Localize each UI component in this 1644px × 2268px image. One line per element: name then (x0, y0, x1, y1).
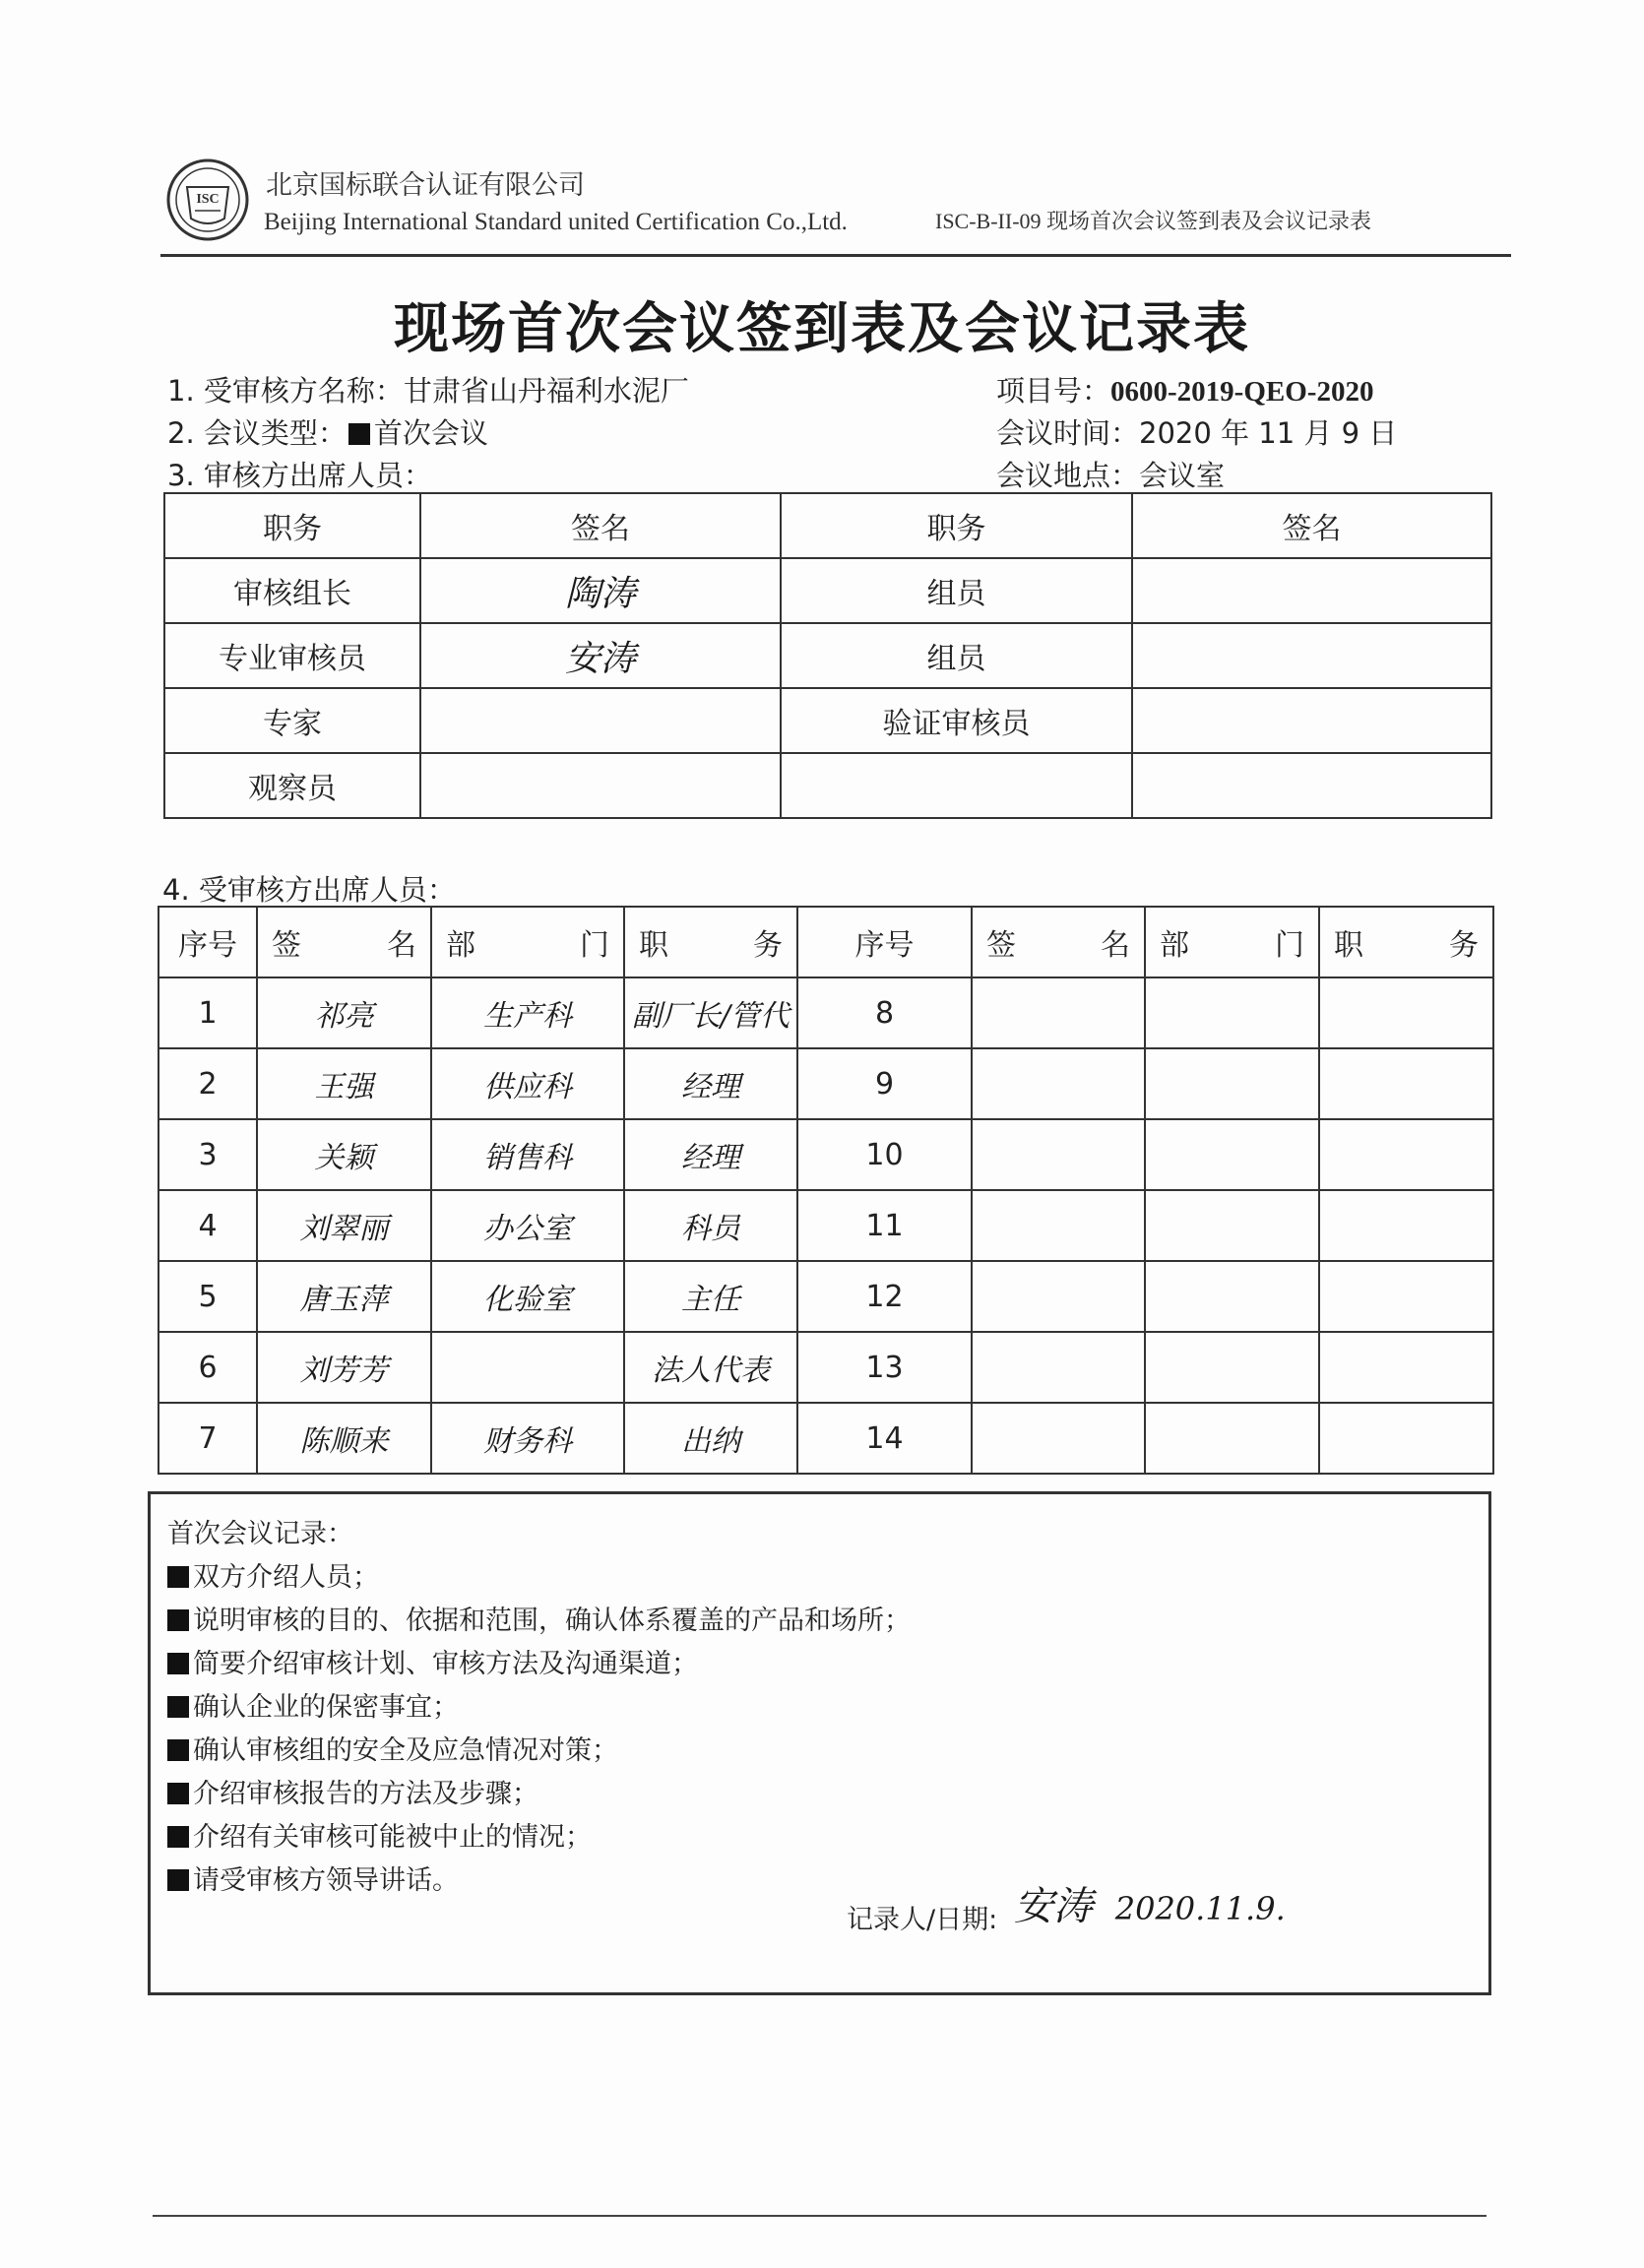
auditee-name: 1. 受审核方名称：甘肃省山丹福利水泥厂 (167, 374, 689, 408)
department-cell (1145, 1403, 1319, 1474)
seq-cell: 13 (797, 1332, 972, 1403)
table-header-row (158, 907, 1493, 977)
footer-divider (153, 2215, 1486, 2217)
signature-cell: 关颖 (257, 1119, 431, 1190)
department-cell: 生产科 (431, 977, 624, 1048)
seq-cell: 14 (797, 1403, 972, 1474)
table-row (164, 688, 1491, 753)
table-row (158, 1119, 1493, 1190)
signature-cell: 陶涛 (420, 558, 781, 623)
header-no: 序号 (797, 907, 972, 977)
project-number-value: 0600-2019-QEO-2020 (1110, 376, 1374, 408)
header-signature (972, 907, 1145, 977)
project-number-label: 项目号： (996, 374, 1111, 408)
header-char: 名 (387, 928, 416, 963)
header-department (1145, 907, 1319, 977)
seq-cell: 2 (158, 1048, 257, 1119)
table-row (158, 1403, 1493, 1474)
table-row (158, 1190, 1493, 1261)
signature-cell: 祁亮 (257, 977, 431, 1048)
meeting-place: 会议地点：会议室 (996, 459, 1226, 492)
department-cell (431, 1332, 624, 1403)
header-char: 职 (639, 928, 668, 963)
role-cell: 观察员 (164, 753, 420, 818)
table-row (158, 977, 1493, 1048)
department-cell: 化验室 (431, 1261, 624, 1332)
table-row (158, 1048, 1493, 1119)
checked-box-icon (167, 1826, 189, 1848)
auditee-sign-table (158, 906, 1494, 1475)
seq-cell: 5 (158, 1261, 257, 1332)
department-cell (1145, 1332, 1319, 1403)
checked-box-icon (167, 1609, 189, 1631)
table-row (158, 1332, 1493, 1403)
role-cell: 主任 (624, 1261, 797, 1332)
checked-box-icon (167, 1696, 189, 1718)
department-cell (1145, 1190, 1319, 1261)
meeting-type (167, 411, 488, 452)
table-row (164, 623, 1491, 688)
checked-box-icon (167, 1869, 189, 1891)
record-item (167, 1815, 592, 1854)
header-char: 名 (1101, 928, 1130, 963)
record-item (167, 1599, 911, 1637)
signature-cell (1132, 753, 1491, 818)
signature-cell (972, 1261, 1145, 1332)
auditor-sign-table (163, 492, 1492, 819)
signature-cell (972, 977, 1145, 1048)
recorder-date: 2020.11.9. (1114, 1890, 1286, 1927)
role-cell: 组员 (781, 623, 1132, 688)
header-role: 职务 (781, 493, 1132, 558)
recorder-name: 安涛 (1014, 1884, 1093, 1929)
role-cell: 法人代表 (624, 1332, 797, 1403)
department-cell (1145, 977, 1319, 1048)
checked-box-icon (167, 1653, 189, 1674)
signature-cell (1132, 558, 1491, 623)
header-signature: 签名 (420, 493, 781, 558)
role-cell (781, 753, 1132, 818)
auditee-attendees-label: 4. 受审核方出席人员： (162, 873, 456, 907)
role-cell: 科员 (624, 1190, 797, 1261)
department-cell (1145, 1261, 1319, 1332)
recorder-label: 记录人/日期: (847, 1905, 998, 1935)
seq-cell: 7 (158, 1403, 257, 1474)
role-cell (1319, 1261, 1493, 1332)
role-cell: 审核组长 (164, 558, 420, 623)
signature-cell: 陈顺来 (257, 1403, 431, 1474)
header-char: 职 (1334, 928, 1363, 963)
header-char: 部 (1160, 928, 1189, 963)
role-cell: 验证审核员 (781, 688, 1132, 753)
header-role: 职务 (164, 493, 420, 558)
signature-cell (972, 1119, 1145, 1190)
record-item (167, 1685, 459, 1724)
meeting-time: 会议时间：2020 年 11 月 9 日 (996, 416, 1398, 450)
role-cell (1319, 1048, 1493, 1119)
header-char: 务 (753, 928, 783, 963)
record-item-text: 介绍有关审核可能被中止的情况； (193, 1822, 592, 1853)
record-item-text: 确认企业的保密事宜； (193, 1692, 459, 1723)
meeting-type-label: 2. 会议类型： (167, 416, 347, 450)
signature-cell (1132, 623, 1491, 688)
checked-box-icon (167, 1566, 189, 1588)
signature-cell (972, 1190, 1145, 1261)
role-cell: 专家 (164, 688, 420, 753)
record-item-text: 请受审核方领导讲话。 (193, 1865, 459, 1896)
department-cell: 财务科 (431, 1403, 624, 1474)
org-name-cn: 北京国标联合认证有限公司 (266, 170, 585, 201)
seq-cell: 4 (158, 1190, 257, 1261)
header-char: 签 (272, 928, 301, 963)
signature-cell (420, 688, 781, 753)
role-cell (1319, 1190, 1493, 1261)
header-department (431, 907, 624, 977)
header-divider (160, 254, 1511, 257)
role-cell: 出纳 (624, 1403, 797, 1474)
isc-logo (165, 158, 250, 242)
role-cell (1319, 977, 1493, 1048)
role-cell: 经理 (624, 1048, 797, 1119)
header-signature: 签名 (1132, 493, 1491, 558)
page-title: 现场首次会议签到表及会议记录表 (394, 297, 1250, 361)
department-cell: 办公室 (431, 1190, 624, 1261)
recorder-signature (1014, 1875, 1286, 1931)
record-item-text: 说明审核的目的、依据和范围，确认体系覆盖的产品和场所； (193, 1606, 911, 1636)
header-char: 务 (1449, 928, 1479, 963)
header-char: 部 (446, 928, 475, 963)
role-cell (1319, 1332, 1493, 1403)
role-cell: 经理 (624, 1119, 797, 1190)
document-code: ISC-B-II-09 现场首次会议签到表及会议记录表 (935, 209, 1372, 233)
record-item-text: 双方介绍人员； (193, 1562, 379, 1593)
svg-text:ISC: ISC (196, 192, 220, 207)
checked-box-icon (348, 423, 370, 445)
record-item-text: 简要介绍审核计划、审核方法及沟通渠道； (193, 1649, 698, 1679)
header-role (1319, 907, 1493, 977)
record-item (167, 1772, 538, 1810)
signature-cell (972, 1403, 1145, 1474)
seq-cell: 1 (158, 977, 257, 1048)
seq-cell: 8 (797, 977, 972, 1048)
department-cell (1145, 1048, 1319, 1119)
seq-cell: 12 (797, 1261, 972, 1332)
seq-cell: 6 (158, 1332, 257, 1403)
record-item (167, 1642, 698, 1680)
table-row (158, 1261, 1493, 1332)
table-row (164, 753, 1491, 818)
signature-cell (972, 1048, 1145, 1119)
record-item-text: 确认审核组的安全及应急情况对策； (193, 1735, 618, 1766)
checked-box-icon (167, 1783, 189, 1804)
record-item (167, 1858, 459, 1897)
signature-cell: 刘翠丽 (257, 1190, 431, 1261)
org-name-en: Beijing International Standard united Certification Co.,Ltd. (264, 209, 848, 235)
signature-cell (972, 1332, 1145, 1403)
table-row (164, 558, 1491, 623)
signature-cell: 刘芳芳 (257, 1332, 431, 1403)
seq-cell: 11 (797, 1190, 972, 1261)
header-char: 门 (580, 928, 609, 963)
department-cell (1145, 1119, 1319, 1190)
department-cell: 供应科 (431, 1048, 624, 1119)
record-title: 首次会议记录： (167, 1519, 353, 1549)
table-header-row (164, 493, 1491, 558)
project-number (996, 369, 1373, 410)
role-cell (1319, 1403, 1493, 1474)
signature-cell: 安涛 (420, 623, 781, 688)
record-item (167, 1555, 379, 1594)
auditor-attendees-label: 3. 审核方出席人员： (167, 459, 432, 492)
record-item (167, 1729, 618, 1767)
role-cell: 组员 (781, 558, 1132, 623)
header-role (624, 907, 797, 977)
seq-cell: 10 (797, 1119, 972, 1190)
role-cell: 副厂长/管代 (624, 977, 797, 1048)
header-signature (257, 907, 431, 977)
signature-cell: 王强 (257, 1048, 431, 1119)
department-cell: 销售科 (431, 1119, 624, 1190)
role-cell (1319, 1119, 1493, 1190)
meeting-type-value: 首次会议 (373, 416, 488, 450)
signature-cell (1132, 688, 1491, 753)
signature-cell (420, 753, 781, 818)
seq-cell: 3 (158, 1119, 257, 1190)
header-char: 签 (986, 928, 1016, 963)
seq-cell: 9 (797, 1048, 972, 1119)
signature-cell: 唐玉萍 (257, 1261, 431, 1332)
header-char: 门 (1275, 928, 1304, 963)
header-no: 序号 (158, 907, 257, 977)
role-cell: 专业审核员 (164, 623, 420, 688)
checked-box-icon (167, 1739, 189, 1761)
record-item-text: 介绍审核报告的方法及步骤； (193, 1779, 538, 1809)
